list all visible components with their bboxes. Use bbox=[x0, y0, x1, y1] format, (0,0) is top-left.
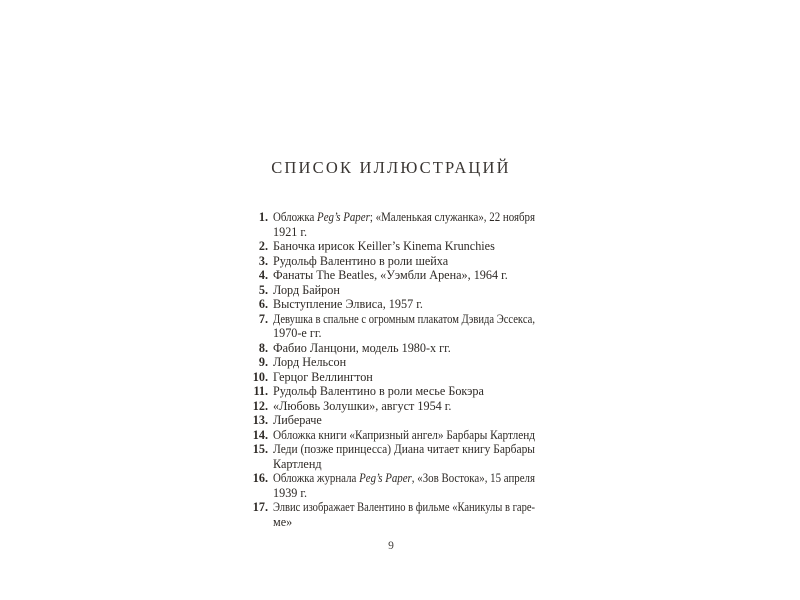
list-item bbox=[243, 500, 535, 529]
item-number: 14. bbox=[252, 427, 268, 442]
item-text-line bbox=[273, 355, 535, 370]
italic-text-segment: Peg’s Paper bbox=[359, 471, 412, 485]
item-text-line bbox=[273, 297, 535, 312]
text-segment: Рудольф Валентино в роли шейха bbox=[273, 253, 449, 268]
list-item bbox=[243, 254, 535, 269]
text-segment: Обложка bbox=[273, 210, 318, 224]
text-segment: Картленд bbox=[273, 456, 322, 471]
item-text-line bbox=[273, 312, 535, 327]
text-segment: Либераче bbox=[273, 413, 322, 427]
item-text-line bbox=[273, 283, 535, 298]
text-segment: 1970-е гг. bbox=[273, 326, 322, 340]
item-text bbox=[273, 500, 535, 529]
text-segment: Обложка книги «Капризный ангел» Барбары Картленд bbox=[273, 427, 535, 442]
list-item bbox=[243, 442, 535, 471]
text-segment: ме» bbox=[273, 514, 293, 529]
item-text-line bbox=[273, 471, 535, 486]
text-segment: Фабио Ланцони, модель 1980-х гг. bbox=[273, 340, 451, 355]
page-title: СПИСОК ИЛЛЮСТРАЦИЙ bbox=[271, 158, 511, 178]
list-item bbox=[243, 210, 535, 239]
text-segment: Девушка в спальне с огромным плакатом Дэвида Эссекса, bbox=[273, 311, 535, 326]
list-item bbox=[243, 283, 535, 298]
list-item bbox=[243, 239, 535, 254]
item-number: 7. bbox=[258, 311, 268, 326]
item-text bbox=[273, 413, 535, 428]
item-text-line bbox=[273, 442, 535, 457]
item-text bbox=[273, 471, 535, 500]
item-text-line bbox=[273, 326, 535, 341]
list-item bbox=[243, 268, 535, 283]
item-text bbox=[273, 239, 535, 254]
item-number: 2. bbox=[258, 239, 268, 253]
list-item bbox=[243, 341, 535, 356]
item-number: 13. bbox=[252, 413, 268, 427]
page-number: 9 bbox=[388, 540, 394, 552]
text-segment: Выступление Элвиса, 1957 г. bbox=[273, 297, 423, 311]
text-segment: 1921 г. bbox=[273, 224, 308, 239]
item-number: 16. bbox=[252, 471, 268, 485]
item-text bbox=[273, 355, 535, 370]
item-text bbox=[273, 268, 535, 283]
text-segment: Лорд Байрон bbox=[273, 282, 340, 297]
illustrations-list bbox=[243, 210, 535, 529]
text-segment: Обложка журнала bbox=[273, 471, 360, 485]
item-text-line bbox=[273, 239, 535, 254]
item-text bbox=[273, 210, 535, 239]
list-item bbox=[243, 471, 535, 500]
item-text bbox=[273, 254, 535, 269]
item-number: 10. bbox=[252, 369, 268, 384]
list-item bbox=[243, 355, 535, 370]
list-item bbox=[243, 370, 535, 385]
text-segment: Лорд Нельсон bbox=[273, 355, 347, 369]
text-segment: Элвис изображает Валентино в фильме «Каникулы в гаре- bbox=[273, 500, 535, 514]
item-number: 9. bbox=[258, 355, 268, 369]
item-text-line bbox=[273, 413, 535, 428]
item-number: 4. bbox=[258, 268, 268, 282]
list-item bbox=[243, 399, 535, 414]
item-text bbox=[273, 399, 535, 414]
item-text bbox=[273, 341, 535, 356]
item-number: 12. bbox=[252, 398, 268, 413]
item-number: 11. bbox=[253, 384, 268, 398]
item-text-line bbox=[273, 254, 535, 269]
text-segment: , «Зов Востока», 15 апреля bbox=[411, 471, 535, 485]
list-item bbox=[243, 384, 535, 399]
item-text-line bbox=[273, 341, 535, 356]
item-number: 5. bbox=[258, 282, 268, 297]
text-segment: Леди (позже принцесса) Диана читает книгу Барбары bbox=[273, 442, 535, 456]
italic-text-segment: Peg’s Paper bbox=[317, 210, 370, 224]
item-text bbox=[273, 442, 535, 471]
text-segment: «Любовь Золушки», август 1954 г. bbox=[273, 398, 452, 413]
item-number: 15. bbox=[252, 442, 268, 456]
item-text bbox=[273, 428, 535, 443]
item-text-line bbox=[273, 384, 535, 399]
item-text-line bbox=[273, 486, 535, 501]
item-text bbox=[273, 384, 535, 399]
item-text-line bbox=[273, 428, 535, 443]
item-text-line bbox=[273, 457, 535, 472]
item-text bbox=[273, 370, 535, 385]
item-text-line bbox=[273, 210, 535, 225]
item-text-line bbox=[273, 225, 535, 240]
item-text-line bbox=[273, 399, 535, 414]
list-item bbox=[243, 428, 535, 443]
item-text-line bbox=[273, 268, 535, 283]
item-text bbox=[273, 297, 535, 312]
list-item bbox=[243, 312, 535, 341]
item-number: 6. bbox=[258, 297, 268, 311]
item-number: 1. bbox=[258, 210, 268, 224]
item-number: 8. bbox=[258, 340, 268, 355]
item-text-line bbox=[273, 515, 535, 530]
text-segment: Рудольф Валентино в роли месье Бокэра bbox=[273, 384, 484, 398]
item-number: 3. bbox=[258, 253, 268, 268]
list-item bbox=[243, 297, 535, 312]
text-segment: Фанаты The Beatles, «Уэмбли Арена», 1964 г. bbox=[273, 268, 508, 282]
item-number: 17. bbox=[252, 500, 268, 514]
list-item bbox=[243, 413, 535, 428]
item-text-line bbox=[273, 370, 535, 385]
text-segment: Герцог Веллингтон bbox=[273, 369, 373, 384]
item-text bbox=[273, 312, 535, 341]
text-segment: Баночка ирисок Keiller’s Kinema Krunchies bbox=[273, 239, 495, 253]
item-text-line bbox=[273, 500, 535, 515]
text-segment: 1939 г. bbox=[273, 485, 308, 500]
text-segment: ; «Маленькая служанка», 22 ноября bbox=[369, 210, 535, 224]
item-text bbox=[273, 283, 535, 298]
